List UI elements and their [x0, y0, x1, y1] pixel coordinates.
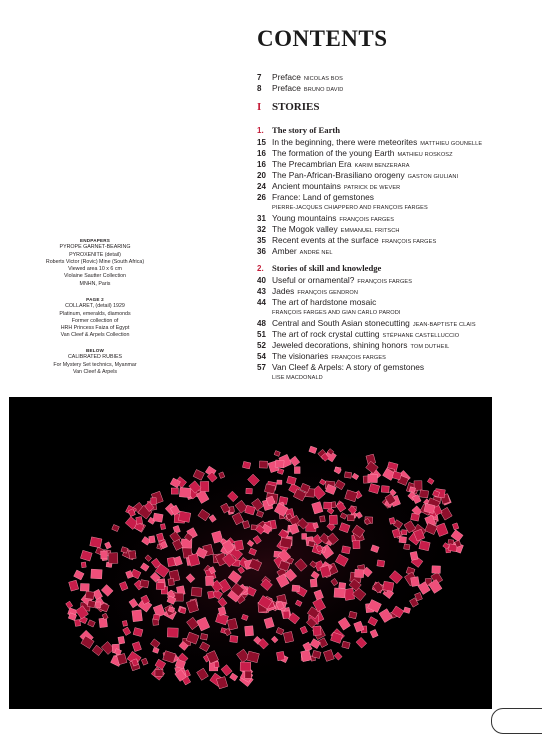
toc-title: The Pan-African-Brasiliano orogeny — [272, 170, 405, 180]
ruby-gem — [324, 502, 332, 509]
ruby-gem — [178, 511, 190, 522]
caption-line: Former collection of — [71, 317, 119, 324]
ruby-gem — [153, 513, 163, 522]
toc-title: The Precambrian Era — [272, 159, 352, 169]
ruby-gem — [87, 600, 95, 607]
toc-author: FRANÇOIS FARGES — [381, 239, 437, 245]
ruby-gem — [334, 588, 345, 598]
toc-entry — [257, 235, 537, 246]
toc-title: Jades — [272, 286, 295, 296]
ruby-gem — [234, 540, 243, 551]
ruby-gem — [136, 517, 143, 525]
preface-list — [257, 72, 537, 94]
toc-author: PIERRE-JACQUES CHIAPPERO AND FRANÇOIS FARGES — [272, 205, 428, 211]
toc-title: Amber — [272, 246, 297, 256]
caption-line: Van Cleef & Arpels Collection — [60, 332, 130, 339]
toc-page-number: 43 — [257, 287, 266, 296]
ruby-gem — [160, 524, 165, 530]
toc-entry — [257, 224, 537, 235]
caption-heading: ENDPAPERS — [79, 238, 111, 243]
toc-title: The Mogok valley — [272, 224, 338, 234]
page-title: CONTENTS — [257, 26, 388, 51]
section-number: 1. — [257, 126, 264, 135]
ruby-gem — [95, 602, 100, 608]
toc-entry — [257, 329, 537, 340]
ruby-gem — [208, 591, 215, 599]
toc-author: ANDRÉ NEL — [299, 250, 333, 256]
toc-title: Recent events at the surface — [272, 235, 379, 245]
toc-page-number: 26 — [257, 193, 266, 202]
ruby-gem — [276, 651, 284, 660]
caption-line: For Mystery Set technics, Myanmar — [53, 361, 137, 368]
ruby-gem — [118, 636, 125, 644]
ruby-gem — [353, 540, 360, 548]
ruby-gem — [129, 551, 137, 560]
ruby-gem — [410, 551, 418, 560]
caption-line: CALIBRATED RUBIES — [67, 354, 123, 361]
ruby-gem — [191, 587, 202, 596]
ruby-gem — [85, 591, 94, 599]
rubies-photo — [9, 397, 492, 709]
ruby-gem — [171, 488, 178, 494]
ruby-gem — [377, 560, 385, 567]
ruby-gem — [383, 581, 394, 591]
toc-entry — [257, 181, 537, 192]
toc-author: BRUNO DAVID — [303, 87, 344, 93]
toc-author: NICOLAS BOS — [303, 76, 343, 82]
caption-line: PYROXENITE (detail) — [69, 251, 121, 258]
toc-author: FRANÇOIS FARGES — [331, 355, 386, 361]
toc-title: Useful or ornamental? — [272, 275, 355, 285]
caption-line: Platinum, emeralds, diamonds — [59, 310, 131, 317]
ruby-gem — [275, 460, 284, 468]
toc-author: MATHIEU ROSKOSZ — [397, 152, 453, 158]
toc-page-number: 24 — [257, 182, 266, 191]
toc-author-line — [257, 308, 537, 318]
ruby-gem — [277, 480, 282, 484]
toc-page-number: 48 — [257, 319, 266, 328]
ruby-gem — [344, 472, 351, 478]
ruby-gem — [151, 498, 157, 505]
toc-page-number: 8 — [257, 84, 262, 93]
toc-title: The art of rock crystal cutting — [272, 329, 380, 339]
ruby-gem — [354, 569, 364, 577]
toc-author: FRANÇOIS FARGES — [357, 279, 413, 285]
toc-title: Young mountains — [272, 213, 337, 223]
ruby-gem — [302, 533, 307, 539]
toc-page-number: 44 — [257, 298, 266, 307]
ruby-gem — [230, 635, 238, 642]
ruby-gem — [245, 671, 252, 679]
toc-author: TOM DUTHEIL — [410, 344, 450, 350]
toc-title: The art of hardstone mosaic — [272, 297, 377, 307]
ruby-gem — [140, 580, 149, 588]
part-title: STORIES — [272, 101, 320, 113]
toc-entry — [257, 137, 537, 148]
toc-entry — [257, 72, 537, 83]
section-heading — [257, 263, 537, 275]
ruby-gem — [109, 553, 118, 564]
toc-page-number: 54 — [257, 352, 266, 361]
part-heading — [257, 101, 320, 113]
ruby-gem — [283, 611, 290, 619]
section-1 — [257, 125, 537, 257]
toc-author: JEAN-BAPTISTE CLAIS — [412, 322, 476, 328]
section-title: Stories of skill and knowledge — [272, 263, 382, 273]
ruby-gem — [310, 579, 317, 587]
toc-entry — [257, 83, 537, 94]
ruby-gem — [242, 461, 250, 469]
ruby-gem — [368, 474, 378, 482]
toc-entry — [257, 340, 537, 351]
ruby-gem — [246, 488, 253, 494]
toc-page-number: 16 — [257, 149, 266, 158]
toc-entry — [257, 213, 537, 224]
toc-page-number: 20 — [257, 171, 266, 180]
toc-entry — [257, 275, 537, 286]
toc-title: Van Cleef & Arpels: A story of gemstones — [272, 362, 425, 372]
ruby-gem — [294, 467, 300, 474]
ruby-gem — [411, 513, 420, 521]
toc-title: Ancient mountains — [272, 181, 341, 191]
caption-heading: PAGE 2 — [86, 297, 104, 302]
caption-line: Van Cleef & Arpels — [72, 368, 118, 375]
toc-author: EMMANUEL FRITSCH — [340, 228, 400, 234]
caption-line: Violaine Sautter Collection — [63, 273, 127, 280]
ruby-gem — [91, 569, 102, 579]
toc-page-number: 7 — [257, 73, 262, 82]
caption-line: HRH Princess Faiza of Egypt — [60, 325, 130, 332]
toc-page-number: 57 — [257, 363, 266, 372]
caption-page-2 — [20, 296, 170, 340]
section-number: 2. — [257, 264, 264, 273]
ruby-gem — [320, 516, 326, 522]
toc-entry — [257, 297, 537, 308]
section-heading — [257, 125, 537, 137]
ruby-gem — [122, 620, 127, 626]
ruby-gem — [214, 662, 219, 668]
ruby-gem — [205, 576, 213, 586]
toc-page-number: 52 — [257, 341, 266, 350]
ruby-gem — [399, 536, 407, 543]
ruby-gem — [347, 515, 354, 521]
toc-page-number: 51 — [257, 330, 266, 339]
toc-title: Jeweled decorations, shining honors — [272, 340, 408, 350]
part-number: I — [257, 101, 262, 113]
page-number-tab — [491, 708, 542, 734]
ruby-gem — [339, 582, 346, 588]
ruby-gem — [200, 481, 209, 491]
ruby-gem — [245, 626, 254, 636]
toc-title: In the beginning, there were meteorites — [272, 137, 418, 147]
toc-author: FRANÇOIS FARGES AND GIAN CARLO PARODI — [272, 310, 401, 316]
ruby-gem — [101, 551, 108, 559]
ruby-gem — [401, 530, 407, 535]
toc-page-number: 36 — [257, 247, 266, 256]
ruby-gem — [81, 562, 86, 568]
toc-title: Preface — [272, 83, 301, 93]
caption-heading: BELOW — [85, 348, 105, 353]
toc-page-number: 15 — [257, 138, 266, 147]
ruby-gem — [280, 537, 292, 548]
caption-endpapers — [20, 237, 170, 288]
ruby-gem — [240, 662, 251, 671]
toc-title: France: Land of gemstones — [272, 192, 374, 202]
ruby-gem — [432, 566, 441, 574]
toc-entry — [257, 351, 537, 362]
ruby-gem — [259, 461, 267, 468]
ruby-gem — [292, 585, 300, 592]
toc-page-number: 32 — [257, 225, 266, 234]
toc-author: PATRICK DE WEVER — [343, 185, 401, 191]
ruby-gem — [179, 487, 191, 497]
toc-page-number: 40 — [257, 276, 266, 285]
toc-entry — [257, 170, 537, 181]
ruby-gem — [411, 577, 420, 587]
ruby-gem — [80, 583, 89, 591]
ruby-gem — [404, 544, 410, 550]
ruby-gem — [167, 628, 178, 637]
toc-author: STÉPHANE CASTELLUCCIO — [382, 333, 460, 339]
toc-page-number: 35 — [257, 236, 266, 245]
caption-line: PYROPE GARNET-BEARING — [59, 244, 131, 251]
toc-page-number: 16 — [257, 160, 266, 169]
ruby-gem — [156, 582, 164, 589]
rubies-illustration — [9, 397, 492, 709]
ruby-gem — [155, 670, 163, 677]
ruby-gem — [342, 546, 351, 554]
ruby-gem — [419, 490, 428, 498]
section-2 — [257, 263, 537, 383]
ruby-gem — [149, 536, 156, 543]
ruby-gem — [132, 610, 143, 622]
caption-line: Roberts Victor (Rovic) Mine (South Africa) — [45, 258, 145, 265]
ruby-gem — [329, 515, 337, 525]
toc-author: MATTHIEU GOUNELLE — [420, 141, 483, 147]
toc-author: LISE MACDONALD — [272, 375, 323, 381]
ruby-gem — [381, 486, 389, 493]
toc-author: FRANÇOIS GENDRON — [297, 290, 359, 296]
toc-title: Preface — [272, 72, 301, 82]
ruby-gem — [99, 618, 108, 628]
caption-line: Viewed area 10 x 6 cm — [68, 266, 122, 273]
toc-title: Central and South Asian stonecutting — [272, 318, 410, 328]
toc-entry — [257, 362, 537, 373]
toc-author: FRANÇOIS FARGES — [339, 217, 395, 223]
toc-author: KARIM BENZERARA — [354, 163, 410, 169]
caption-line: MNHN, Paris — [79, 280, 111, 287]
toc-page-number: 31 — [257, 214, 266, 223]
toc-author-line — [257, 203, 537, 213]
ruby-gem — [90, 537, 102, 548]
toc-entry — [257, 148, 537, 159]
toc-title: The formation of the young Earth — [272, 148, 395, 158]
toc-entry — [257, 318, 537, 329]
section-title: The story of Earth — [272, 125, 341, 135]
ruby-gem — [313, 626, 321, 636]
ruby-gem — [200, 633, 207, 640]
ruby-gem — [153, 614, 160, 620]
ruby-gem — [168, 578, 175, 585]
toc-author: GASTON GIULIANI — [407, 174, 459, 180]
toc-entry — [257, 159, 537, 170]
toc-author-line — [257, 373, 537, 383]
caption-below — [20, 347, 170, 376]
caption-line: COLLARET, (detail) 1929 — [65, 303, 125, 310]
toc-title: The visionaries — [272, 351, 329, 361]
